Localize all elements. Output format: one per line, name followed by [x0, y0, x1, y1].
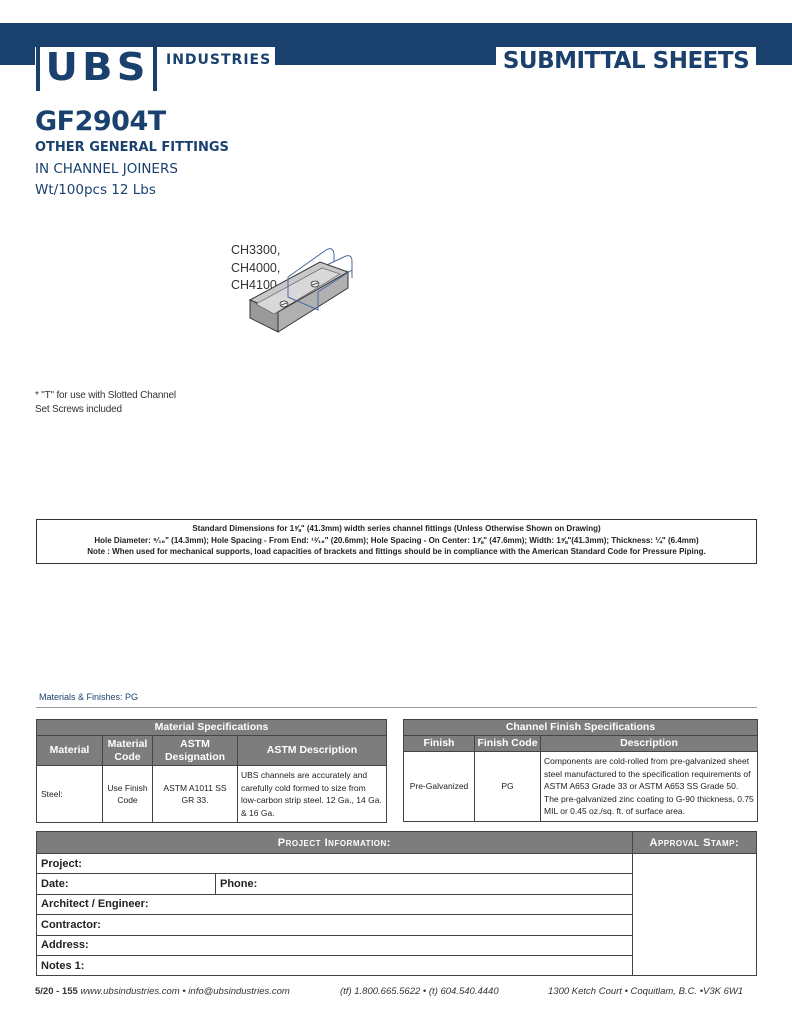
column-header: Finish Code	[475, 736, 541, 752]
section-divider	[36, 707, 757, 708]
column-header: Material	[37, 736, 103, 766]
finish-specs-title: Channel Finish Specifications	[404, 720, 758, 736]
logo-bar-left	[36, 47, 40, 91]
column-header: ASTM Designation	[153, 736, 238, 766]
phone-field[interactable]: Phone:	[216, 874, 633, 894]
address-field[interactable]: Address:	[37, 935, 633, 955]
compatible-channel: CH3300,	[231, 243, 281, 257]
product-category: OTHER GENERAL FITTINGS	[35, 140, 229, 155]
project-field[interactable]: Project:	[37, 854, 633, 874]
materials-finishes-label: Materials & Finishes: PG	[39, 692, 139, 702]
material-specifications-table	[36, 719, 387, 823]
standard-dimensions-values: Hole Diameter: ⁹⁄₁₆" (14.3mm); Hole Spacing - From End: ¹³⁄₁₆" (20.6mm); Hole Spacing - On Center: 1⅞" (47.6mm); Width: 1⅝"(41.3mm); Thickness: ¼" (6.4mm)	[94, 535, 699, 545]
notes-field[interactable]: Notes 1:	[37, 955, 633, 975]
astm-description-cell: UBS channels are accurately and carefully cold formed to size from low-carbon strip steel. 12 Ga., 14 Ga. & 16 Ga.	[238, 766, 387, 823]
logo-bar-right	[153, 47, 157, 91]
material-specs-title: Material Specifications	[37, 720, 387, 736]
standard-dimensions-box	[36, 519, 757, 564]
approval-stamp-title: Approval Stamp:	[632, 832, 756, 854]
column-header: Material Code	[103, 736, 153, 766]
column-header: ASTM Description	[238, 736, 387, 766]
logo-brand-text: UBS	[45, 45, 150, 89]
column-header: Finish	[404, 736, 475, 752]
architect-engineer-field[interactable]: Architect / Engineer:	[37, 894, 633, 914]
footer-address: 1300 Ketch Court • Coquitlam, B.C. •V3K 6W1	[548, 986, 744, 997]
channel-joiner-drawing-icon	[248, 242, 358, 347]
finish-specifications-table	[403, 719, 758, 822]
date-field[interactable]: Date:	[37, 874, 216, 894]
compatible-channel: CH4000,	[231, 260, 281, 275]
compatible-channel: CH4100	[231, 278, 277, 292]
finish-cell: Pre-Galvanized	[404, 752, 475, 822]
project-info-title: Project Information:	[37, 832, 633, 854]
product-subcategory: IN CHANNEL JOINERS	[35, 161, 178, 177]
footer-phones: (tf) 1.800.665.5622 • (t) 604.540.4440	[340, 986, 499, 997]
material-cell: Steel:	[37, 766, 103, 823]
contractor-field[interactable]: Contractor:	[37, 915, 633, 935]
standard-dimensions-title: Standard Dimensions for 1⅝" (41.3mm) width series channel fittings (Unless Otherwise Shown on Drawing)	[192, 524, 601, 533]
finish-description-cell: Components are cold-rolled from pre-galvanized sheet steel manufactured to the specification requirements of ASTM A653 Grade 33 or ASTM A653 SS Grade 50. The pre-galvanized zinc coating to G-90 thickness, 0.75 MIL or 0.45 oz./sq. ft. of surface area.	[541, 752, 758, 822]
product-weight: Wt/100pcs 12 Lbs	[35, 182, 156, 198]
page-title: SUBMITTAL SHEETS	[502, 48, 750, 74]
note-line: * "T" for use with Slotted Channel	[35, 390, 176, 401]
logo-industries-text: INDUSTRIES	[166, 52, 272, 68]
table-row	[404, 752, 758, 822]
footer-web-email[interactable]: www.ubsindustries.com • info@ubsindustries.com	[80, 986, 290, 997]
note-line: Set Screws included	[35, 404, 122, 415]
material-code-cell: Use Finish Code	[103, 766, 153, 823]
product-code: GF2904T	[35, 106, 166, 137]
finish-code-cell: PG	[475, 752, 541, 822]
astm-designation-cell: ASTM A1011 SS GR 33.	[153, 766, 238, 823]
standard-dimensions-note: Note : When used for mechanical supports, load capacities of brackets and fittings should be in compliance with the American Standard Code for Pressure Piping.	[87, 547, 706, 556]
page-number: 5/20 - 155	[35, 986, 78, 997]
ubs-logo	[36, 45, 157, 93]
product-notes	[35, 389, 176, 417]
footer-left	[35, 986, 290, 997]
project-information-form	[36, 831, 757, 976]
approval-stamp-area[interactable]	[632, 854, 756, 976]
column-header: Description	[541, 736, 758, 752]
table-row	[37, 766, 387, 823]
